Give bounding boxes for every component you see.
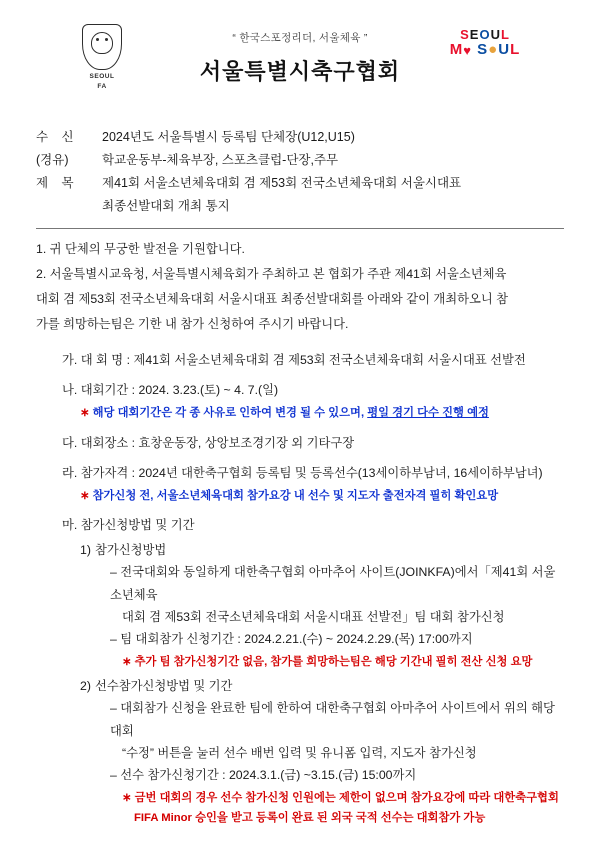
list-item-period bbox=[62, 379, 564, 423]
address-block bbox=[36, 126, 564, 219]
note-star-icon-4: ∗ bbox=[122, 791, 132, 804]
subject-line-2: 최종선발대회 개최 통지 bbox=[102, 199, 230, 214]
item-ra-value: 2024년 대한축구협회 등록팀 및 등록선수(13세이하부남녀, 16세이하부남녀) bbox=[138, 465, 543, 480]
marker-na: 나. bbox=[62, 383, 78, 398]
body-paragraphs bbox=[36, 239, 564, 336]
sub1-dash1-line1-text: 전국대회와 동일하게 대한축구협회 아마추어 사이트(JOINKFA)에서「제41회 서울소년체육 bbox=[110, 565, 556, 602]
sub2-dash1 bbox=[80, 697, 564, 763]
sub2-marker: 2) bbox=[80, 679, 91, 694]
page-title: 서울특별시축구협회 bbox=[199, 59, 401, 84]
item-na-label: 대회기간 bbox=[80, 383, 129, 398]
document-header bbox=[36, 0, 564, 118]
note-player-application-line1: 금번 대회의 경우 선수 참가신청 인원에는 제한이 없으며 참가요강에 따라 대한축구협회 bbox=[134, 791, 559, 804]
sub1-dash1 bbox=[80, 561, 564, 627]
item-ra-sep: : bbox=[131, 465, 136, 480]
sub1-dash1-line2: 대회 겸 제53회 전국소년체육대회 서울시대표 선발전」팀 대회 참가신청 bbox=[122, 609, 505, 624]
item-da-label: 대회장소 bbox=[80, 435, 129, 450]
note-team-application bbox=[80, 652, 564, 672]
address-row-subject bbox=[36, 172, 564, 218]
list-item-application bbox=[62, 514, 564, 828]
note-team-application-text: 추가 팀 참가신청기간 없음, 참가를 희망하는팀은 해당 기간내 필히 전산 신청 요망 bbox=[134, 655, 533, 668]
marker-da: 다. bbox=[62, 435, 78, 450]
divider bbox=[36, 228, 564, 229]
emblem-shield-icon bbox=[82, 24, 122, 70]
marker-ma: 마. bbox=[62, 518, 78, 533]
list-item-eligibility bbox=[62, 462, 564, 506]
address-row-via bbox=[36, 149, 564, 172]
note-eligibility bbox=[62, 486, 564, 506]
marker-ra: 라. bbox=[62, 465, 78, 480]
item-da-text bbox=[77, 432, 564, 454]
subsection-player-application bbox=[62, 675, 564, 828]
note-period-text-b: 평일 경기 다수 진행 예정 bbox=[367, 407, 489, 420]
seoul-fa-emblem bbox=[76, 24, 128, 90]
note-period-text-a: 해당 대회기간은 각 종 사유로 인하여 변경 될 수 있으며, bbox=[92, 407, 368, 420]
item-ra-text bbox=[77, 462, 564, 484]
list-item-venue bbox=[62, 432, 564, 454]
item-ga-text bbox=[77, 349, 564, 371]
paragraph-2-line-1: 2. 서울특별시교육청, 서울특별시체육회가 주최하고 본 협회가 주관 제41회 서울소년체육 bbox=[36, 266, 507, 281]
value-recipient: 2024년도 서울특별시 등록팀 단체장(U12,U15) bbox=[102, 130, 355, 144]
item-da-value: 효창운동장, 상앙보조경기장 외 기타구장 bbox=[138, 435, 355, 450]
note-star-icon-3: ∗ bbox=[122, 655, 132, 668]
seoul-my-soul-logo bbox=[442, 28, 528, 57]
emblem-label-seoul: SEOUL bbox=[89, 73, 115, 80]
item-ma-title-text: 참가신청방법 및 기간 bbox=[80, 518, 195, 533]
note-star-icon: ∗ bbox=[80, 407, 90, 420]
label-recipient: 수 신 bbox=[36, 130, 79, 144]
emblem-label-fa: FA bbox=[97, 83, 107, 90]
note-period bbox=[62, 403, 564, 423]
sub1-marker: 1) bbox=[80, 543, 91, 558]
list-item-competition-name bbox=[62, 349, 564, 371]
value-via: 학교운동부-체육부장, 스포츠클럽-단장,주무 bbox=[102, 153, 339, 168]
item-ga-label: 대 회 명 bbox=[80, 353, 124, 368]
label-via: (경유) bbox=[36, 153, 69, 168]
item-ra-label: 참가자격 bbox=[80, 465, 129, 480]
logo-line-seoul: SEOUL bbox=[460, 27, 510, 42]
item-da-sep: : bbox=[131, 435, 136, 450]
sub2-head bbox=[80, 675, 564, 697]
emblem-lion-face-icon bbox=[91, 32, 113, 54]
sub2-title: 선수참가신청방법 및 기간 bbox=[94, 679, 233, 694]
sub2-dash2-text: 선수 참가신청기간 : 2024.3.1.(금) ~3.15.(금) 15:00까지 bbox=[120, 767, 417, 782]
item-na-text bbox=[77, 379, 564, 401]
sub2-dash1-line2: “수정” 버튼을 눌러 선수 배번 입력 및 유니폼 입력, 지도자 참가신청 bbox=[122, 745, 477, 760]
detail-list bbox=[36, 349, 564, 829]
subject-line-1: 제41회 서울소년체육대회 겸 제53회 전국소년체육대회 서울시대표 bbox=[102, 176, 462, 191]
item-ga-value: 제41회 서울소년체육대회 겸 제53회 전국소년체육대회 서울시대표 선발전 bbox=[133, 353, 526, 368]
item-ga-sep: : bbox=[126, 353, 131, 368]
paragraph-1: 1. 귀 단체의 무궁한 발전을 기원합니다. bbox=[36, 241, 245, 256]
sub1-dash2-text: 팀 대회참가 신청기간 : 2024.2.21.(수) ~ 2024.2.29.(목) 17:00까지 bbox=[120, 631, 473, 646]
paragraph-2-line-3: 가를 희망하는팀은 기한 내 참가 신청하여 주시기 바랍니다. bbox=[36, 316, 349, 331]
label-subject: 제 목 bbox=[36, 176, 79, 191]
sub2-dash1-line1-text: 대회참가 신청을 완료한 팀에 한하여 대한축구협회 아마추어 사이트에서 위의 해당대회 bbox=[110, 701, 555, 738]
sub2-dash1-line1: – 대회참가 신청을 완료한 팀에 한하여 대한축구협회 아마추어 사이트에서 위의 해당대회 bbox=[110, 701, 555, 738]
marker-ga: 가. bbox=[62, 353, 78, 368]
note-player-application-line2: FIFA Minor 승인을 받고 등록이 완료 된 외국 국적 선수는 대회참가 가능 bbox=[134, 812, 486, 825]
item-na-sep: : bbox=[131, 383, 136, 398]
sub2-dash2-line: – 선수 참가신청기간 : 2024.3.1.(금) ~3.15.(금) 15:00까지 bbox=[110, 767, 417, 782]
sub1-head bbox=[80, 539, 564, 561]
value-subject bbox=[102, 172, 564, 218]
sub1-dash2-line: – 팀 대회참가 신청기간 : 2024.2.21.(수) ~ 2024.2.29.(목) 17:00까지 bbox=[110, 631, 473, 646]
logo-line-my-soul: M♥ S●UL bbox=[449, 40, 521, 58]
header-slogan: “ 한국스포정리더, 서울체육 ” bbox=[232, 32, 368, 44]
sub1-dash1-line1: – 전국대회와 동일하게 대한축구협회 아마추어 사이트(JOINKFA)에서「제41회 서울소년체육 bbox=[110, 565, 556, 602]
sub1-title: 참가신청방법 bbox=[94, 543, 167, 558]
sub2-dash2 bbox=[80, 764, 564, 786]
note-eligibility-text: 참가신청 전, 서울소년체육대회 참가요강 내 선수 및 지도자 출전자격 필히 확인요망 bbox=[92, 489, 499, 502]
sub1-dash2 bbox=[80, 628, 564, 650]
item-na-value: 2024. 3.23.(토) ~ 4. 7.(일) bbox=[138, 383, 279, 398]
address-row-recipient bbox=[36, 126, 564, 149]
item-ma-title bbox=[77, 514, 564, 536]
note-star-icon-2: ∗ bbox=[80, 489, 90, 502]
subsection-team-application bbox=[62, 539, 564, 672]
paragraph-2-line-2: 대회 겸 제53회 전국소년체육대회 서울시대표 최종선발대회를 아래와 같이 개최하오니 참 bbox=[36, 291, 509, 306]
note-player-application bbox=[80, 788, 564, 829]
